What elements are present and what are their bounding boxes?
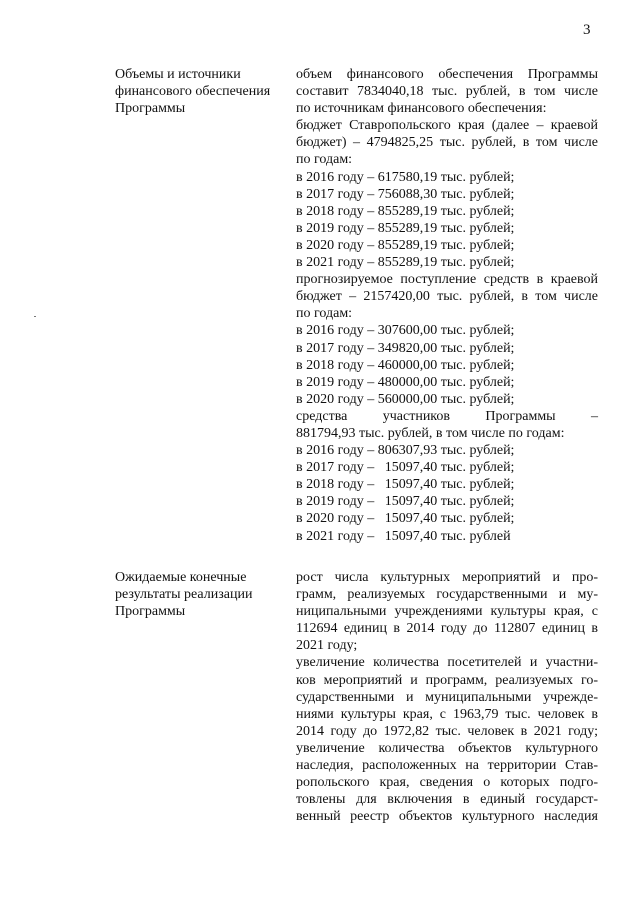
content-line: ков мероприятий и программ, реализуемых го- bbox=[296, 672, 598, 688]
results-label bbox=[115, 569, 285, 621]
content-line: в 2017 году – 349820,00 тыс. рублей; bbox=[296, 340, 515, 356]
content-line: ниями культуры края, с 1963,79 тыс. человек в bbox=[296, 706, 598, 722]
content-line: в 2020 году – 15097,40 тыс. рублей; bbox=[296, 511, 515, 527]
content-line: увеличение количества объектов культурного bbox=[296, 740, 598, 756]
content-line: в 2018 году – 460000,00 тыс. рублей; bbox=[296, 357, 515, 373]
content-line: в 2020 году – 560000,00 тыс. рублей; bbox=[296, 391, 515, 407]
content-line: ниципальными учреждениями культуры края, с bbox=[296, 604, 598, 620]
content-line: в 2020 году – 855289,19 тыс. рублей; bbox=[296, 237, 515, 253]
content-line: прогнозируемое поступление средств в краевой bbox=[296, 272, 598, 288]
label-line: результаты реализации bbox=[115, 587, 253, 603]
label-line: Программы bbox=[115, 604, 186, 620]
content-line: 881794,93 тыс. рублей, в том числе по годам: bbox=[296, 425, 565, 441]
content-line: объем финансового обеспечения Программы bbox=[296, 67, 598, 82]
label-line: финансового обеспечения bbox=[115, 84, 271, 100]
funding-content bbox=[296, 66, 598, 545]
content-line: в 2017 году – 15097,40 тыс. рублей; bbox=[296, 460, 515, 476]
content-line: в 2019 году – 15097,40 тыс. рублей; bbox=[296, 494, 515, 510]
scan-speck bbox=[34, 316, 36, 317]
content-line: наследия, расположенных на территории Став- bbox=[296, 758, 598, 774]
content-line: в 2016 году – 806307,93 тыс. рублей; bbox=[296, 443, 515, 459]
content-line: в 2021 году – 15097,40 тыс. рублей bbox=[296, 528, 511, 544]
content-line: в 2018 году – 855289,19 тыс. рублей; bbox=[296, 203, 515, 219]
content-line: грамм, реализуемых государственными и му- bbox=[296, 587, 598, 603]
content-line: в 2019 году – 480000,00 тыс. рублей; bbox=[296, 374, 515, 390]
content-line: 112694 единиц в 2014 году до 112807 единиц в bbox=[296, 621, 598, 637]
page-number: 3 bbox=[583, 22, 591, 38]
content-line: в 2018 году – 15097,40 тыс. рублей; bbox=[296, 477, 515, 493]
content-line: по годам: bbox=[296, 306, 353, 322]
content-line: товлены для включения в единый государст- bbox=[296, 792, 598, 808]
funding-label bbox=[115, 66, 285, 118]
content-line: венный реестр объектов культурного наследия bbox=[296, 809, 598, 825]
content-line: 2021 году; bbox=[296, 638, 358, 654]
content-line: ропольского края, сведения о которых подго- bbox=[296, 775, 598, 791]
content-line: средства участников Программы – bbox=[296, 408, 598, 424]
results-content bbox=[296, 569, 598, 825]
content-line: составит 7834040,18 тыс. рублей, в том числе bbox=[296, 84, 598, 100]
label-line: Объемы и источники bbox=[115, 67, 241, 82]
content-line: бюджет Ставропольского края (далее – краевой bbox=[296, 118, 598, 134]
content-line: 2014 году до 1972,82 тыс. человек в 2021 году; bbox=[296, 723, 598, 739]
label-line: Ожидаемые конечные bbox=[115, 570, 247, 585]
content-line: увеличение количества посетителей и участни- bbox=[296, 655, 598, 671]
content-line: бюджет) – 4794825,25 тыс. рублей, в том числе bbox=[296, 135, 598, 151]
content-line: в 2016 году – 307600,00 тыс. рублей; bbox=[296, 323, 515, 339]
content-line: в 2019 году – 855289,19 тыс. рублей; bbox=[296, 220, 515, 236]
content-line: по годам: bbox=[296, 152, 353, 168]
content-line: бюджет – 2157420,00 тыс. рублей, в том числе bbox=[296, 289, 598, 305]
content-line: в 2021 году – 855289,19 тыс. рублей; bbox=[296, 255, 515, 271]
content-line: в 2017 году – 756088,30 тыс. рублей; bbox=[296, 186, 515, 202]
label-line: Программы bbox=[115, 101, 186, 117]
content-line: рост числа культурных мероприятий и про- bbox=[296, 570, 598, 585]
content-line: по источникам финансового обеспечения: bbox=[296, 101, 547, 117]
content-line: в 2016 году – 617580,19 тыс. рублей; bbox=[296, 169, 515, 185]
content-line: сударственными и муниципальными учрежде- bbox=[296, 689, 598, 705]
